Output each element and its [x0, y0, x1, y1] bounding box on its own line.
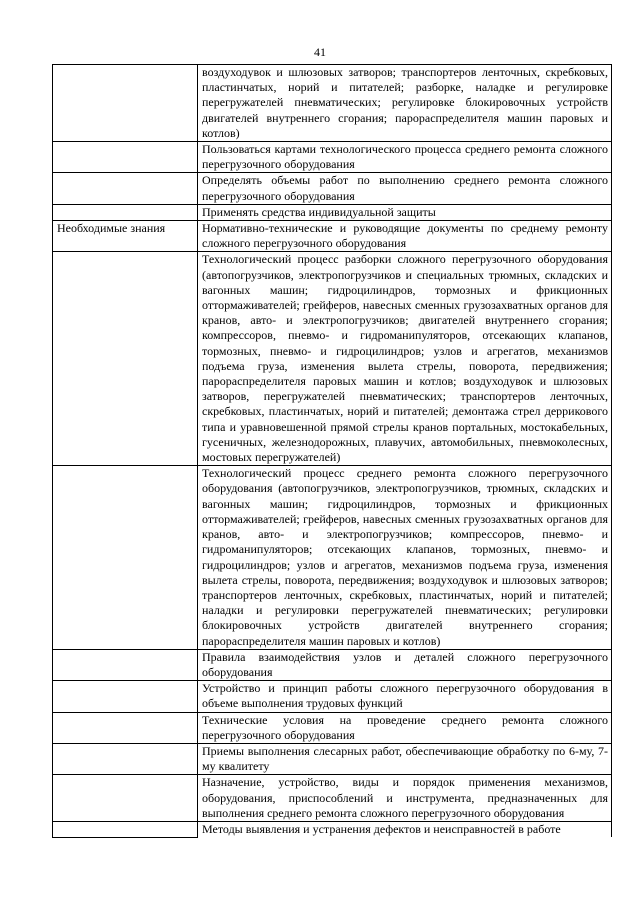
row-label	[53, 142, 198, 173]
requirements-table	[52, 64, 612, 838]
row-label	[53, 681, 198, 712]
row-label	[53, 743, 198, 774]
table-row	[53, 712, 612, 743]
section-label-knowledge: Необходимые знания	[53, 221, 198, 252]
table-row	[53, 743, 612, 774]
row-text: Технические условия на проведение среднего ремонта сложного перегрузочного оборудования	[198, 712, 612, 743]
row-text: Нормативно-технические и руководящие документы по среднему ремонту сложного перегрузочного оборудования	[198, 221, 612, 252]
row-label	[53, 466, 198, 649]
table-row	[53, 681, 612, 712]
table-row	[53, 775, 612, 822]
page-number: 41	[314, 45, 326, 59]
row-label	[53, 821, 198, 837]
table-row	[53, 252, 612, 466]
row-text: Определять объемы работ по выполнению среднего ремонта сложного перегрузочного оборудования	[198, 173, 612, 204]
row-text: Приемы выполнения слесарных работ, обеспечивающие обработку по 6-му, 7-му квалитету	[198, 743, 612, 774]
table-row	[53, 204, 612, 220]
table-row	[53, 221, 612, 252]
row-text: Методы выявления и устранения дефектов и неисправностей в работе	[198, 821, 612, 837]
table-row	[53, 142, 612, 173]
row-label	[53, 173, 198, 204]
table-row	[53, 65, 612, 142]
row-text: Правила взаимодействия узлов и деталей сложного перегрузочного оборудования	[198, 649, 612, 680]
row-label	[53, 204, 198, 220]
row-text: Технологический процесс среднего ремонта сложного перегрузочного оборудования (автопогрузчиков, электропогрузчиков, трюмных, складских и вагонных машин; гидроцилиндров, тормозных и фрикционных оттормаживателей; грейферов, навесных сменных грузозахватных органов для кранов, авто- и электропогрузчиков; компрессоров, пневмо- и гидроманипуляторов; отсекающих клапанов, тормозных, пневмо- и гидроцилиндров; узлов и агрегатов, механизмов подъема груза, изменения вылета стрелы, поворота, передвижения; воздуходувок и шлюзовых затворов; транспортеров ленточных, скребковых, пластинчатых, норий и питателей; наладки и регулировки перегружателей пневматических; регулировки блокировочных устройств двигателей внутреннего сгорания; парораспределителя машин паровых и котлов)	[198, 466, 612, 649]
table-row	[53, 173, 612, 204]
row-text: воздуходувок и шлюзовых затворов; транспортеров ленточных, скребковых, пластинчатых, норий и питателей; разборке, наладке и регулировке перегружателей пневматических; регулировке блокировочных устройств двигателей внутреннего сгорания; парораспределителя машин паровых и котлов)	[198, 65, 612, 142]
row-text: Устройство и принцип работы сложного перегрузочного оборудования в объеме выполнения трудовых функций	[198, 681, 612, 712]
row-text: Технологический процесс разборки сложного перегрузочного оборудования (автопогрузчиков, электропогрузчиков и специальных трюмных, складских и вагонных машин; гидроцилиндров, тормозных и фрикционных оттормаживателей; грейферов, навесных сменных грузозахватных органов для кранов, авто- и электропогрузчиков; двигателей внутреннего сгорания; компрессоров, пневмо- и гидроманипуляторов, отсекающих клапанов, тормозных, пневмо- и гидроцилиндров; узлов и агрегатов, механизмов подъема груза, изменения вылета стрелы, поворота, передвижения; парораспределителя паровых машин и котлов; воздуходувок и шлюзовых затворов, перегружателей пневматических; транспортеров ленточных, скребковых, пластинчатых, норий и питателей; демонтажа стрел деррикового типа и уравновешенной прямой стрелы кранов портальных, мостокабельных, гусеничных, железнодорожных, плавучих, автомобильных, пневмоколесных, мостовых перегружателей)	[198, 252, 612, 466]
row-label	[53, 712, 198, 743]
row-text: Назначение, устройство, виды и порядок применения механизмов, оборудования, приспособлений и инструмента, предназначенных для выполнения среднего ремонта сложного перегрузочного оборудования	[198, 775, 612, 822]
row-label	[53, 775, 198, 822]
table-row	[53, 466, 612, 649]
row-text: Применять средства индивидуальной защиты	[198, 204, 612, 220]
row-text: Пользоваться картами технологического процесса среднего ремонта сложного перегрузочного оборудования	[198, 142, 612, 173]
row-label	[53, 649, 198, 680]
table-row	[53, 821, 612, 837]
row-label	[53, 252, 198, 466]
table-row	[53, 649, 612, 680]
row-label	[53, 65, 198, 142]
